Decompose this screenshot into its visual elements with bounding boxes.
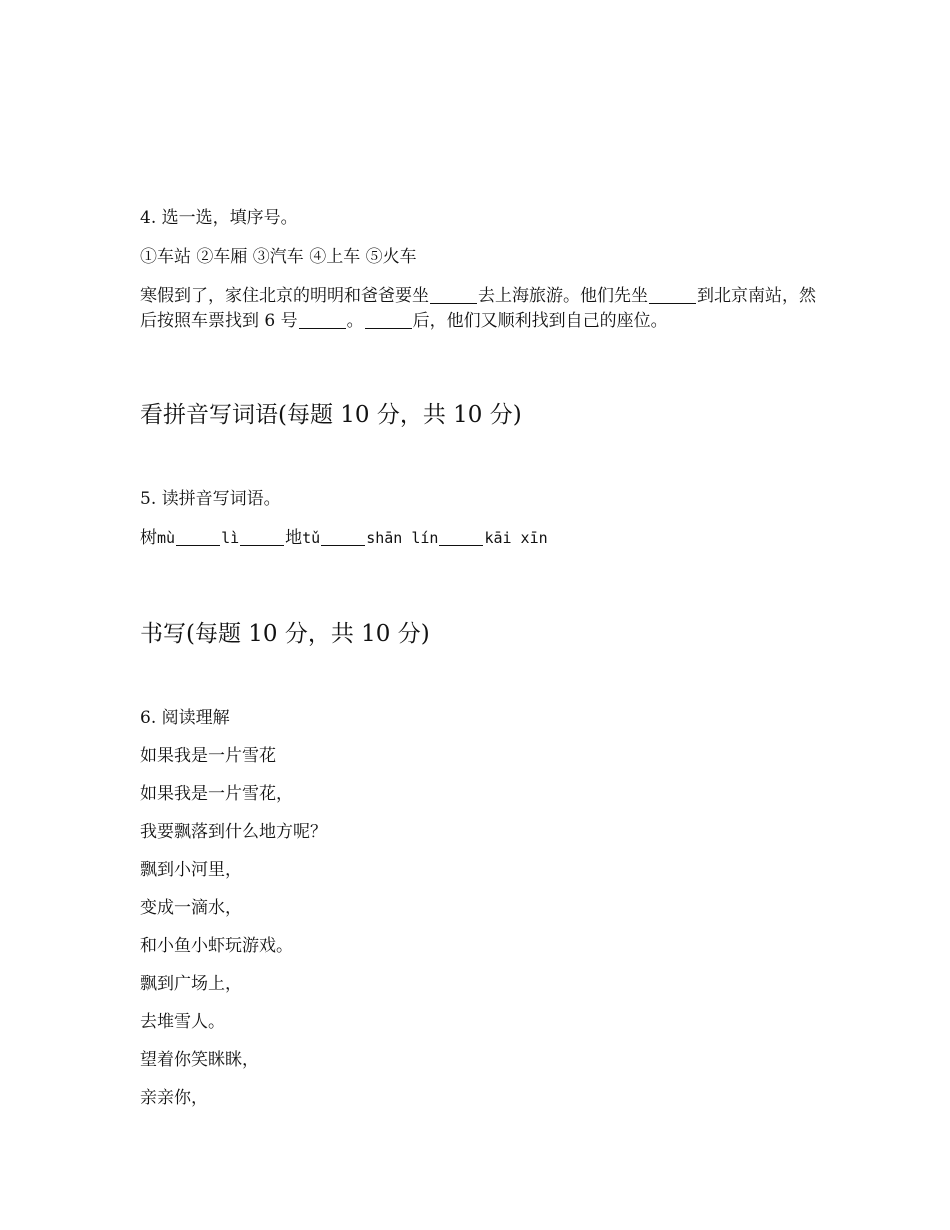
q4-options: ①车站 ②车厢 ③汽车 ④上车 ⑤火车 (140, 247, 417, 267)
pinyin-blank-3[interactable] (321, 527, 365, 546)
section-heading-writing: 书写(每题 10 分，共 10 分) (140, 621, 430, 647)
q4-text-1: 寒假到了，家住北京的明明和爸爸要坐 (140, 286, 429, 306)
answer-blank-2[interactable] (649, 285, 696, 304)
pinyin-blank-4[interactable] (439, 527, 483, 546)
q4-text-3: 到北京南站，然后按照车票找到 6 号 (140, 286, 816, 331)
answer-blank-4[interactable] (365, 310, 412, 329)
poem-line: 飘到小河里， (140, 860, 242, 880)
section-heading-pinyin: 看拼音写词语(每题 10 分，共 10 分) (140, 402, 522, 428)
poem-line: 去堆雪人。 (140, 1012, 225, 1032)
pinyin-blank-2[interactable] (240, 527, 284, 546)
q5-pinyin-row (140, 526, 548, 550)
poem-line: 我要飘落到什么地方呢？ (140, 822, 327, 842)
q4-text-4: 。 (346, 311, 364, 331)
q5-item-2-pinyin: lì (221, 529, 240, 547)
poem-line: 和小鱼小虾玩游戏。 (140, 936, 293, 956)
q5-item-3-prefix: 地 (285, 528, 303, 548)
answer-blank-1[interactable] (430, 285, 477, 304)
q5-item-1-pinyin: mù (157, 529, 176, 547)
answer-blank-3[interactable] (299, 310, 346, 329)
q5-title: 5. 读拼音写词语。 (140, 489, 281, 509)
poem-line: 飘到广场上， (140, 974, 242, 994)
poem-line: 望着你笑眯眯， (140, 1050, 259, 1070)
q4-title: 4. 选一选，填序号。 (140, 208, 298, 228)
q5-item-3-pinyin: tǔ (302, 529, 321, 547)
pinyin-blank-1[interactable] (176, 527, 220, 546)
poem-title: 如果我是一片雪花 (140, 746, 276, 766)
poem-line: 亲亲你， (140, 1088, 208, 1108)
q5-item-5-pinyin: kāi xīn (484, 529, 548, 547)
q5-item-4-pinyin: shān lín (366, 529, 439, 547)
q4-text-2: 去上海旅游。他们先坐 (478, 286, 648, 306)
q6-title: 6. 阅读理解 (140, 708, 230, 728)
q5-item-1-prefix: 树 (140, 528, 157, 548)
q4-passage (140, 284, 820, 334)
q4-text-5: 后，他们又顺利找到自己的座位。 (412, 311, 668, 331)
poem-line: 如果我是一片雪花， (140, 784, 293, 804)
poem-line: 变成一滴水， (140, 898, 242, 918)
